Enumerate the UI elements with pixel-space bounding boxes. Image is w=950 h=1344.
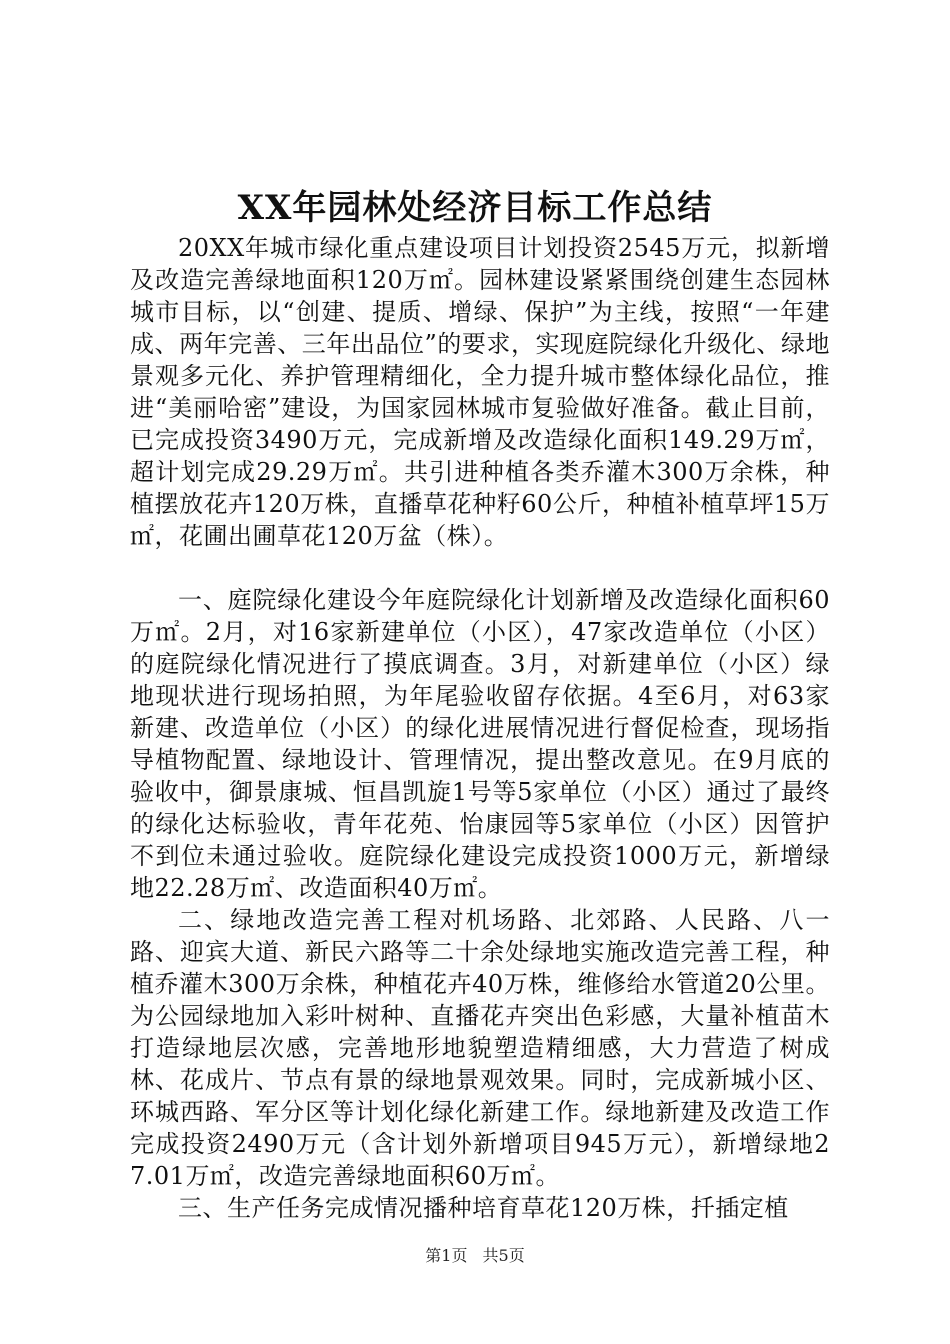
paragraph-section-3: 三、生产任务完成情况播种培育草花120万株，扦插定植 [178,1194,789,1222]
page-footer [0,1246,950,1266]
document-body [130,232,830,1224]
paragraph-section-2: 二、绿地改造完善工程对机场路、北郊路、人民路、八一路、迎宾大道、新民六路等二十余处绿地实施改造完善工程，种植乔灌木300万余株，种植花卉40万株，维修给水管道20公里。为公园绿地加入彩叶树种、直播花卉突出色彩感，大量补植苗木打造绿地层次感，完善地形地貌塑造精细感，大力营造了树成林、花成片、节点有景的绿地景观效果。同时，完成新城小区、环城西路、军分区等计划化绿化新建工作。绿地新建及改造工作完成投资2490万元（含计划外新增项目945万元），新增绿地27.01万㎡，改造完善绿地面积60万㎡。 [130,906,830,1190]
paragraph-section-1: 一、庭院绿化建设今年庭院绿化计划新增及改造绿化面积60万㎡。2月，对16家新建单位（小区），47家改造单位（小区）的庭院绿化情况进行了摸底调查。3月，对新建单位（小区）绿地现状进行现场拍照，为年尾验收留存依据。4至6月，对63家新建、改造单位（小区）的绿化进展情况进行督促检查，现场指导植物配置、绿地设计、管理情况，提出整改意见。在9月底的验收中，御景康城、恒昌凯旋1号等5家单位（小区）通过了最终的绿化达标验收，青年花苑、怡康园等5家单位（小区）因管护不到位未通过验收。庭院绿化建设完成投资1000万元，新增绿地22.28万㎡、改造面积40万㎡。 [130,586,830,902]
page-total: 共5页 [482,1246,525,1265]
document-title: XX年园林处经济目标工作总结 [237,188,713,228]
page-number: 第1页 [425,1246,468,1265]
paragraph-intro: 20XX年城市绿化重点建设项目计划投资2545万元，拟新增及改造完善绿地面积120万㎡。园林建设紧紧围绕创建生态园林城市目标，以“创建、提质、增绿、保护”为主线，按照“一年建成、两年完善、三年出品位”的要求，实现庭院绿化升级化、绿地景观多元化、养护管理精细化，全力提升城市整体绿化品位，推进“美丽哈密”建设，为国家园林城市复验做好准备。截止目前，已完成投资3490万元，完成新增及改造绿化面积149.29万㎡，超计划完成29.29万㎡。共引进种植各类乔灌木300万余株，种植摆放花卉120万株，直播草花种籽60公斤，种植补植草坪15万㎡，花圃出圃草花120万盆（株）。 [130,234,830,550]
